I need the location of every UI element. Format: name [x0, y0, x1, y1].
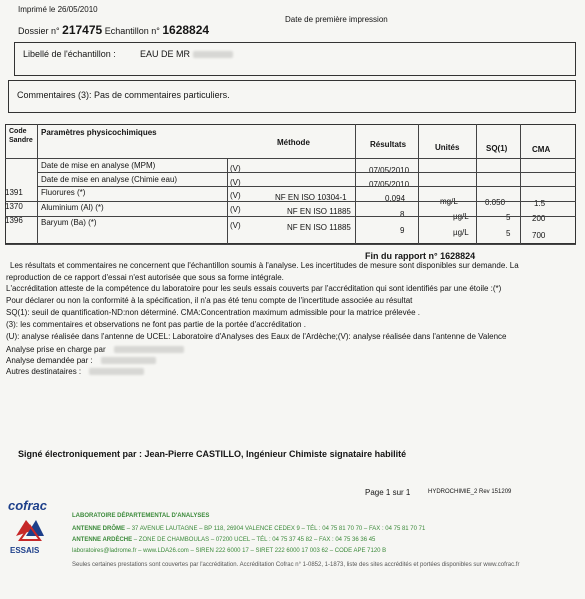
- header-params: Paramètres physicochimiques: [41, 128, 157, 137]
- row-divider: [5, 201, 576, 202]
- comments-box: [8, 80, 576, 113]
- row-param: Fluorures (*): [41, 188, 86, 197]
- row-code: 1391: [5, 188, 23, 197]
- row-result: 07/05/2010: [369, 166, 410, 175]
- row-antenna: (V): [230, 178, 241, 187]
- dossier-number: 217475: [62, 23, 103, 37]
- header-code: Code Sandre: [9, 128, 33, 144]
- note-line: reproduction de ce rapport d'essai n'est autorisée que sous sa forme intégrale.: [6, 273, 284, 282]
- lab-name: LABORATOIRE DÉPARTEMENTAL D'ANALYSES: [72, 513, 210, 519]
- col-divider: [520, 124, 521, 244]
- cofrac-logo: [8, 498, 52, 562]
- row-code: 1370: [5, 202, 23, 211]
- echantillon-label: Echantillon n°: [104, 26, 160, 36]
- row-method: NF EN ISO 10304-1: [275, 193, 347, 202]
- form-reference: HYDROCHIMIE_2 Rev 151209: [428, 489, 512, 495]
- row-cma: 200: [532, 214, 546, 223]
- col-divider: [476, 124, 477, 244]
- note-line: Pour déclarer ou non la conformité à la spécification, il n'a pas été tenu compte de l'incertitude associée au résultat: [6, 296, 413, 305]
- cofrac-emblem-icon: [12, 514, 48, 544]
- note-line: Analyse demandée par :: [6, 356, 156, 365]
- row-result: 0.094: [385, 194, 406, 203]
- header-sq: SQ(1): [486, 144, 508, 153]
- row-antenna: (V): [230, 221, 241, 230]
- col-divider: [418, 124, 419, 244]
- comments-text: Commentaires (3): Pas de commentaires particuliers.: [17, 90, 230, 100]
- echantillon-number: 1628824: [162, 23, 210, 37]
- row-sq: 0.050: [485, 198, 506, 207]
- row-unit: µg/L: [453, 228, 469, 237]
- row-result: 8: [400, 210, 405, 219]
- row-unit: µg/L: [453, 212, 469, 221]
- antenna-drome-line: ANTENNE DRÔME – 37 AVENUE LAUTAGNE – BP 118, 26904 VALENCE CEDEX 9 – TÉL : 04 75 81 70 70 – FAX : 04 75 81 70 71: [72, 526, 426, 532]
- row-divider: [5, 216, 576, 217]
- row-divider: [37, 172, 576, 173]
- row-result: 9: [400, 226, 405, 235]
- row-divider: [37, 186, 576, 187]
- note-line: SQ(1): seuil de quantification-ND:non déterminé. CMA:Concentration maximum admissible pour la matrice prélevée .: [6, 308, 420, 317]
- row-cma: 1.5: [534, 199, 546, 208]
- libelle-label: Libellé de l'échantillon :: [23, 49, 116, 59]
- signature-line: Signé électroniquement par : Jean-Pierre CASTILLO, Ingénieur Chimiste signataire habilité: [18, 449, 407, 459]
- contact-line: laboratoires@ladrome.fr – www.LDA26.com – SIREN 222 6000 17 – SIRET 222 6000 17 003 62 – CODE APE 7120 B: [72, 548, 387, 554]
- note-line: (3): les commentaires et observations ne font pas partie de la portée d'accréditation .: [6, 320, 306, 329]
- row-cma: 700: [532, 231, 546, 240]
- row-antenna: (V): [230, 191, 241, 200]
- row-unit: mg/L: [440, 197, 458, 206]
- accreditation-line: Seules certaines prestations sont couvertes par l'accréditation. Accréditation Cofrac n° 1-0852, 1-1873, liste des sites accrédités et portées disponibles sur www.cofrac.fr: [72, 562, 520, 568]
- antenna-ardeche-line: ANTENNE ARDÈCHE – ZONE DE CHAMBOULAS – 07200 UCEL – TÉL : 04 75 37 45 82 – FAX : 04 75 36 36 45: [72, 537, 376, 543]
- row-sq: 5: [506, 229, 511, 238]
- row-result: 07/05/2010: [369, 180, 410, 189]
- header-cma: CMA: [532, 145, 551, 154]
- libelle-box: [14, 42, 576, 76]
- cofrac-logo-text: cofrac: [8, 498, 48, 513]
- header-methode: Méthode: [277, 138, 310, 147]
- note-line: (U): analyse réalisée dans l'antenne de UCEL: Laboratoire d'Analyses des Eaux de l'Ardèche;(V): analyse réalisée dans l'antenne de Valence: [6, 332, 507, 341]
- row-antenna: (V): [230, 205, 241, 214]
- row-param: Date de mise en analyse (MPM): [41, 161, 156, 170]
- printed-date: Imprimé le 26/05/2010: [18, 5, 98, 14]
- row-antenna: (V): [230, 164, 241, 173]
- note-line: Analyse prise en charge par: [6, 345, 184, 354]
- col-divider: [355, 124, 356, 244]
- dossier-line: [18, 23, 209, 37]
- row-method: NF EN ISO 11885: [287, 207, 351, 216]
- header-unites: Unités: [435, 143, 460, 152]
- row-param: Date de mise en analyse (Chimie eau): [41, 175, 178, 184]
- row-param: Aluminium (Al) (*): [41, 203, 104, 212]
- dossier-label: Dossier n°: [18, 26, 60, 36]
- table-header-divider: [5, 158, 576, 159]
- note-line: Autres destinataires :: [6, 367, 144, 376]
- row-sq: 5: [506, 213, 511, 222]
- first-print-label: Date de première impression: [285, 15, 388, 24]
- table-bottom-line: [5, 244, 576, 245]
- cofrac-logo-subtext: ESSAIS: [10, 546, 40, 555]
- note-line: L'accréditation atteste de la compétence du laboratoire pour les seuls essais couverts par l'accréditation qui sont identifiés par une étoile :(*): [6, 284, 502, 293]
- page-number: Page 1 sur 1: [365, 488, 411, 497]
- row-code: 1396: [5, 216, 23, 225]
- libelle-value: EAU DE MR: [140, 49, 233, 59]
- header-resultats: Résultats: [370, 140, 407, 149]
- col-divider: [37, 124, 38, 244]
- row-method: NF EN ISO 11885: [287, 223, 351, 232]
- end-of-report: Fin du rapport n° 1628824: [365, 251, 476, 261]
- row-param: Baryum (Ba) (*): [41, 218, 97, 227]
- note-line: Les résultats et commentaires ne concernent que l'échantillon soumis à l'analyse. Les incertitudes de mesure sont disponibles sur demande. La: [10, 261, 519, 270]
